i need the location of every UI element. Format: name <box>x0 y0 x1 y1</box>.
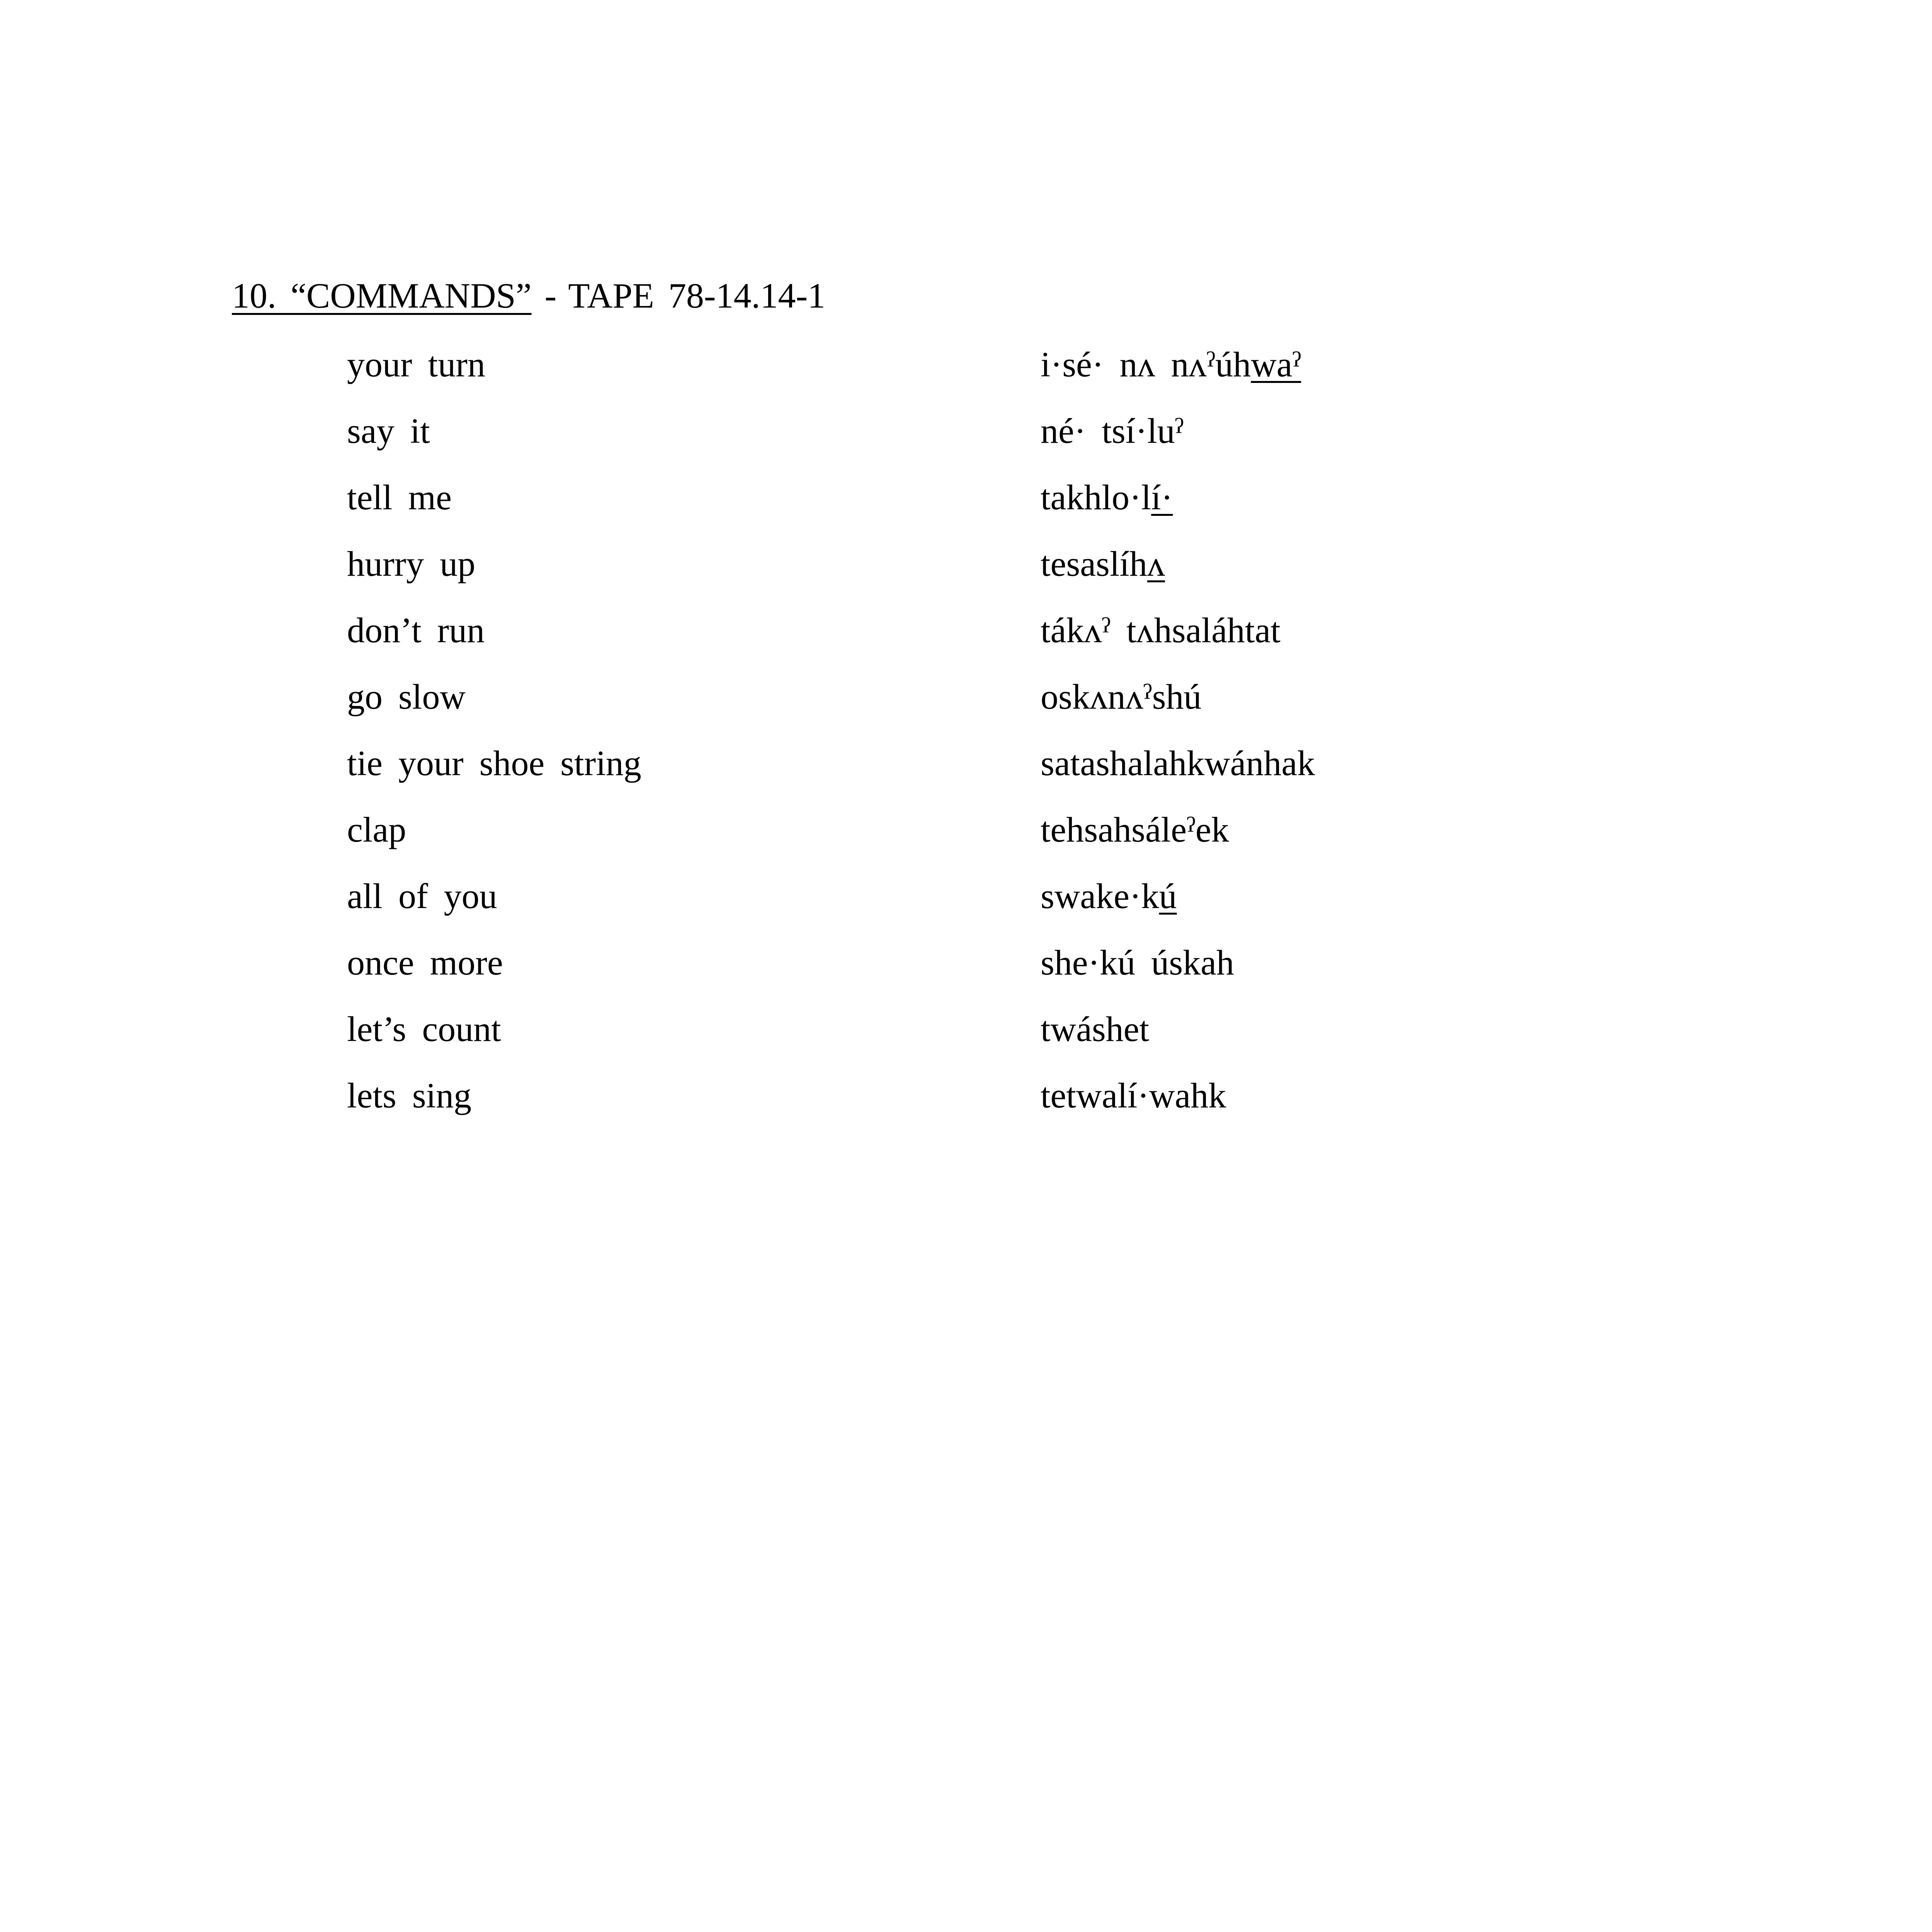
vocabulary-row <box>0 673 1932 740</box>
native-translation <box>1041 1072 1226 1119</box>
native-translation <box>1041 408 1184 454</box>
tape-reference: TAPE 78-14.14-1 <box>568 276 826 315</box>
translation-text: twáshet <box>1041 1009 1150 1049</box>
translation-underlined: ú <box>1159 876 1177 916</box>
vocabulary-row <box>0 1006 1932 1072</box>
vocabulary-row <box>0 408 1932 474</box>
heading-separator: - <box>544 276 557 315</box>
vocabulary-row <box>0 939 1932 1006</box>
native-translation <box>1041 806 1229 853</box>
translation-underlined: waˀ <box>1251 345 1301 384</box>
vocabulary-row <box>0 607 1932 673</box>
translation-text: tákʌˀ tʌhsaláhtat <box>1041 611 1281 650</box>
native-translation <box>1041 607 1281 653</box>
translation-text: tehsahsáleˀek <box>1041 810 1229 849</box>
english-phrase: go slow <box>347 677 466 716</box>
english-phrase: all of you <box>347 876 497 916</box>
native-translation <box>1041 1006 1149 1052</box>
vocabulary-list <box>0 341 1932 1139</box>
english-phrase: lets sing <box>347 1076 472 1115</box>
translation-underlined: í· <box>1151 478 1173 517</box>
translation-underlined: ʌ <box>1147 544 1165 583</box>
english-phrase: let’s count <box>347 1009 501 1049</box>
translation-text: né· tsí·luˀ <box>1041 411 1184 451</box>
english-phrase: tell me <box>347 478 452 517</box>
vocabulary-row <box>0 806 1932 873</box>
native-translation <box>1041 740 1315 786</box>
native-translation <box>1041 474 1173 520</box>
translation-text: takhlo·l <box>1041 478 1151 517</box>
vocabulary-row <box>0 740 1932 806</box>
translation-text: she·kú úskah <box>1041 943 1234 982</box>
translation-text: oskʌnʌˀshú <box>1041 677 1202 716</box>
section-heading <box>232 272 825 319</box>
translation-text: satashalahkwánhak <box>1041 743 1315 783</box>
vocabulary-row <box>0 1072 1932 1139</box>
english-phrase: hurry up <box>347 544 476 583</box>
english-phrase: once more <box>347 943 503 982</box>
native-translation <box>1041 873 1177 919</box>
translation-text: i·sé· nʌ nʌˀúh <box>1041 345 1251 384</box>
english-phrase: clap <box>347 810 406 849</box>
translation-text: tetwalí·wahk <box>1041 1076 1226 1115</box>
english-phrase: don’t run <box>347 611 485 650</box>
native-translation <box>1041 939 1234 986</box>
vocabulary-row <box>0 541 1932 607</box>
native-translation <box>1041 341 1301 388</box>
translation-text: swake·k <box>1041 876 1159 916</box>
english-phrase: your turn <box>347 345 485 384</box>
section-title: 10. “COMMANDS” <box>232 276 532 315</box>
english-phrase: tie your shoe string <box>347 743 641 783</box>
vocabulary-row <box>0 474 1932 541</box>
vocabulary-row <box>0 341 1932 408</box>
vocabulary-row <box>0 873 1932 939</box>
native-translation <box>1041 541 1165 587</box>
translation-text: tesaslíh <box>1041 544 1147 583</box>
english-phrase: say it <box>347 411 430 451</box>
native-translation <box>1041 673 1201 720</box>
